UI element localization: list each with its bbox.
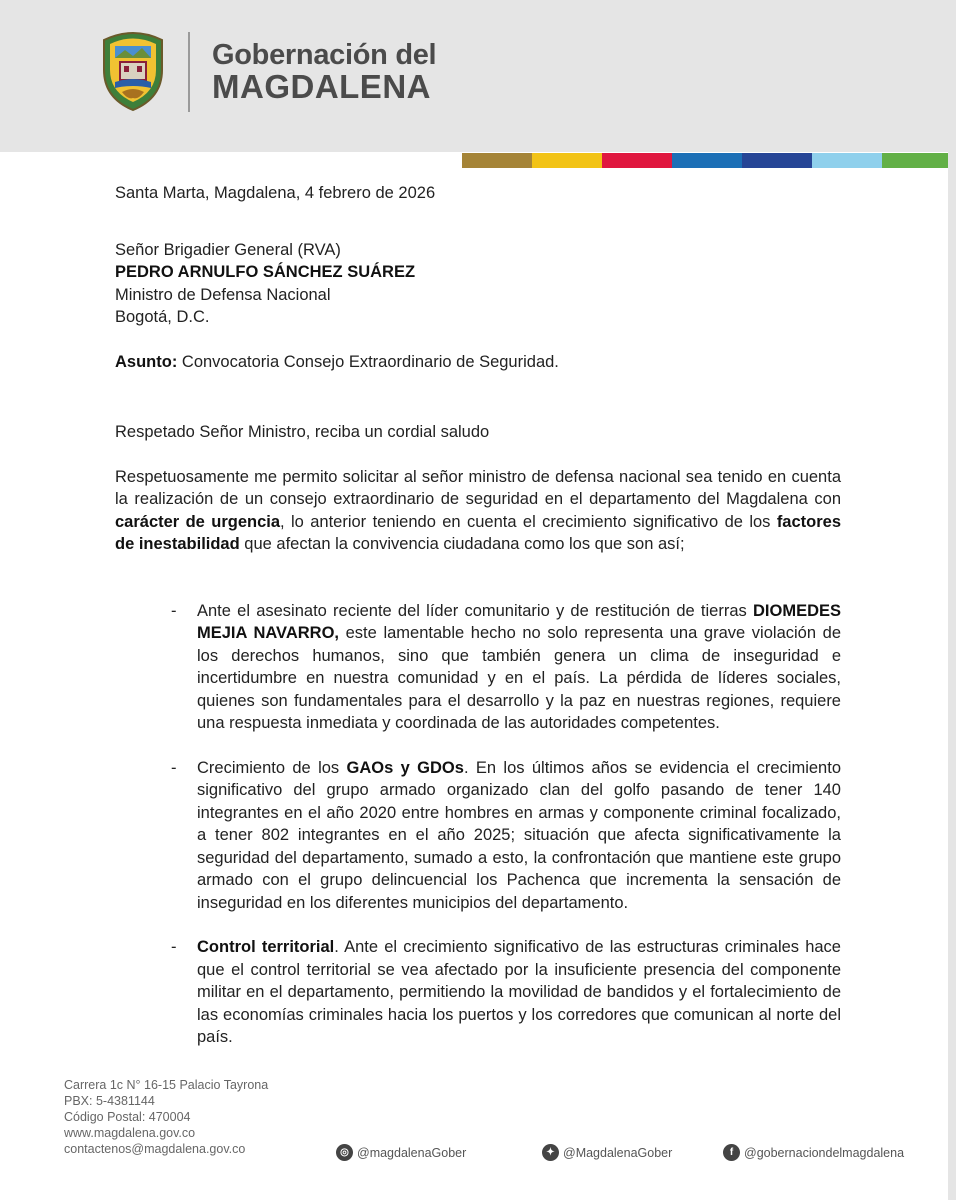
footer-pbx: PBX: 5-4381144 bbox=[64, 1094, 155, 1108]
color-stripe-2 bbox=[532, 153, 602, 168]
recipient-block bbox=[115, 239, 841, 329]
footer-web[interactable]: www.magdalena.gov.co bbox=[64, 1126, 196, 1140]
color-stripes bbox=[462, 153, 952, 168]
facebook-icon: f bbox=[723, 1144, 740, 1161]
list-item: - Ante el asesinato reciente del líder comunitario y de restitución de tierras DIOMEDES MEJIA NAVARRO, este lamentable hecho no solo representa una grave violación de los derechos humanos, sino que también genera un clima de inseguridad e incertidumbre en nuestra comunidad y en el país. La pérdida de líderes sociales, quienes son fundamentales para el desarrollo y la paz en nuestras regiones, requiere una respuesta inmediata y coordinada de las autoridades competentes. bbox=[171, 601, 841, 732]
color-stripe-7 bbox=[882, 153, 952, 168]
brand-line-2: MAGDALENA bbox=[212, 68, 431, 105]
coat-of-arms-logo bbox=[98, 26, 168, 112]
brand-name bbox=[212, 40, 436, 104]
intro-paragraph: Respetuosamente me permito solicitar al señor ministro de defensa nacional sea tenido en cuenta la realización de un consejo extraordinario de seguridad en el departamento del Magdalena con carácter de urgencia, lo anterior teniendo en cuenta el crecimiento significativo de los factores de inestabilidad que afectan la convivencia ciudadana como los que son así; bbox=[115, 467, 842, 553]
footer-address bbox=[64, 1077, 268, 1157]
subject-line bbox=[115, 351, 841, 374]
color-stripe-5 bbox=[742, 153, 812, 168]
brand-line-1: Gobernación del bbox=[212, 39, 437, 71]
twitter-icon: ✦ bbox=[542, 1144, 559, 1161]
recipient-city: Bogotá, D.C. bbox=[115, 308, 210, 326]
list-item: - Control territorial. Ante el crecimiento significativo de las estructuras criminales hace que el control territorial se vea afectado por la insuficiente presencia del componente militar en el departamento, permitiendo la movilidad de bandidos y el fortalecimiento de las economías criminales hacia los puertos y los corredores que comunican al norte del país. bbox=[171, 938, 841, 1046]
facebook-link[interactable]: f @gobernaciondelmagdalena bbox=[723, 1144, 904, 1161]
instagram-icon: ◎ bbox=[336, 1144, 353, 1161]
color-stripe-3 bbox=[602, 153, 672, 168]
bullet-dash: - bbox=[171, 601, 177, 620]
right-edge-band bbox=[948, 0, 956, 1200]
recipient-position: Ministro de Defensa Nacional bbox=[115, 285, 331, 304]
footer-street: Carrera 1c N° 16-15 Palacio Tayrona bbox=[64, 1078, 269, 1092]
footer-email[interactable]: contactenos@magdalena.gov.co bbox=[64, 1142, 246, 1156]
footer-postal: Código Postal: 470004 bbox=[64, 1110, 191, 1124]
color-stripe-4 bbox=[672, 153, 742, 168]
color-stripe-1 bbox=[462, 153, 532, 168]
bullet-dash: - bbox=[171, 758, 177, 777]
letter-date: Santa Marta, Magdalena, 4 febrero de 2026 bbox=[115, 184, 436, 202]
list-item: - Crecimiento de los GAOs y GDOs. En los últimos años se evidencia el crecimiento significativo del grupo armado organizado clan del golfo pasando de tener 140 integrantes en el año 2020 entre hombres en armas y componente criminal focalizado, a tener 802 integrantes en el año 2025; situación que afecta significativamente la seguridad del departamento, sumado a esto, la confrontación que mantiene este grupo armado con el grupo delincuencial los Pachenca que incrementa la sensación de inseguridad en los diferentes municipios del departamento. bbox=[171, 758, 841, 912]
subject-text: Convocatoria Consejo Extraordinario de Seguridad. bbox=[177, 352, 559, 371]
instagram-link[interactable]: ◎ @magdalenaGober bbox=[336, 1144, 466, 1161]
recipient-name: PEDRO ARNULFO SÁNCHEZ SUÁREZ bbox=[115, 263, 416, 281]
bullet-dash: - bbox=[171, 938, 177, 956]
greeting: Respetado Señor Ministro, reciba un cordial saludo bbox=[115, 423, 490, 441]
color-stripe-6 bbox=[812, 153, 882, 168]
letter-body bbox=[115, 182, 841, 1071]
subject-label: Asunto: bbox=[115, 352, 178, 371]
concerns-list bbox=[115, 600, 841, 1049]
recipient-title: Señor Brigadier General (RVA) bbox=[115, 240, 341, 259]
twitter-link[interactable]: ✦ @MagdalenaGober bbox=[542, 1144, 672, 1161]
letterhead-header bbox=[0, 0, 956, 152]
header-divider bbox=[188, 32, 190, 112]
